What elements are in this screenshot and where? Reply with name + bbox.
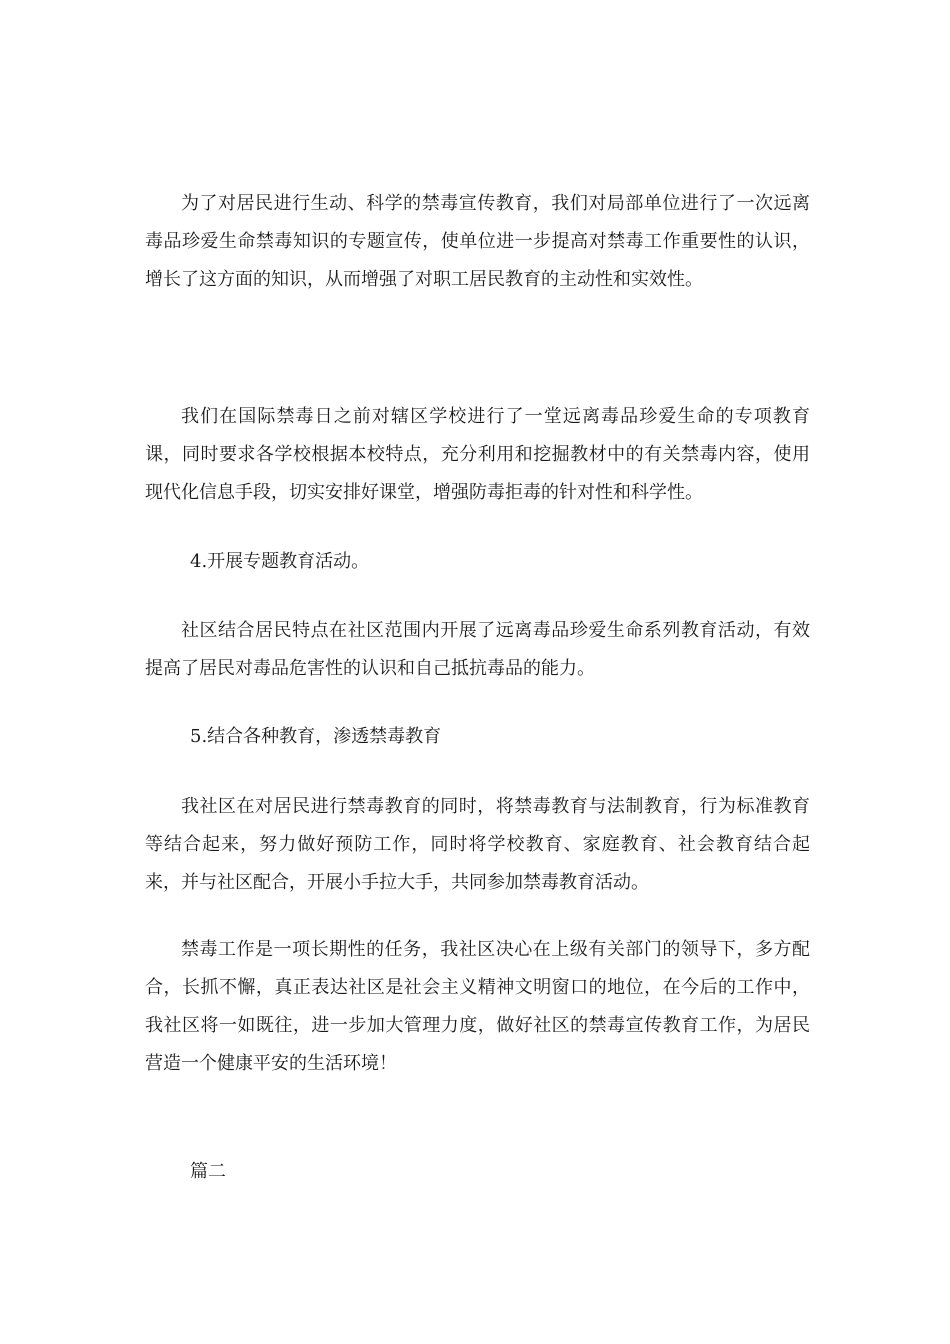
section-heading-4: 4.开展专题教育活动。 [190,551,370,572]
section-heading-5: 5.结合各种教育，渗透禁毒教育 [190,726,442,747]
paragraph-community-activities: 社区结合居民特点在社区范围内开展了远离毒品珍爱生命系列教育活动，有效提高了居民对毒品危害性的认识和自己抵抗毒品的能力。 [145,620,810,679]
paragraph-combined-education: 我社区在对居民进行禁毒教育的同时，将禁毒教育与法制教育，行为标准教育等结合起来，努力做好预防工作，同时将学校教育、家庭教育、社会教育结合起来，并与社区配合，开展小手拉大手，共同参加禁毒教育活动。 [145,796,810,893]
section-heading-part-two: 篇二 [190,1161,226,1182]
paragraph-school-lesson: 我们在国际禁毒日之前对辖区学校进行了一堂远离毒品珍爱生命的专项教育课，同时要求各学校根据本校特点，充分利用和挖掘教材中的有关禁毒内容，使用现代化信息手段，切实安排好课堂，增强防毒拒毒的针对性和科学性。 [145,406,810,503]
paragraph-publicity: 为了对居民进行生动、科学的禁毒宣传教育，我们对局部单位进行了一次远离毒品珍爱生命禁毒知识的专题宣传，使单位进一步提高对禁毒工作重要性的认识，增长了这方面的知识，从而增强了对职工居民教育的主动性和实效性。 [145,193,810,290]
paragraph-conclusion: 禁毒工作是一项长期性的任务，我社区决心在上级有关部门的领导下，多方配合，长抓不懈，真正表达社区是社会主义精神文明窗口的地位，在今后的工作中，我社区将一如既往，进一步加大管理力度，做好社区的禁毒宣传教育工作，为居民营造一个健康平安的生活环境！ [145,939,810,1074]
